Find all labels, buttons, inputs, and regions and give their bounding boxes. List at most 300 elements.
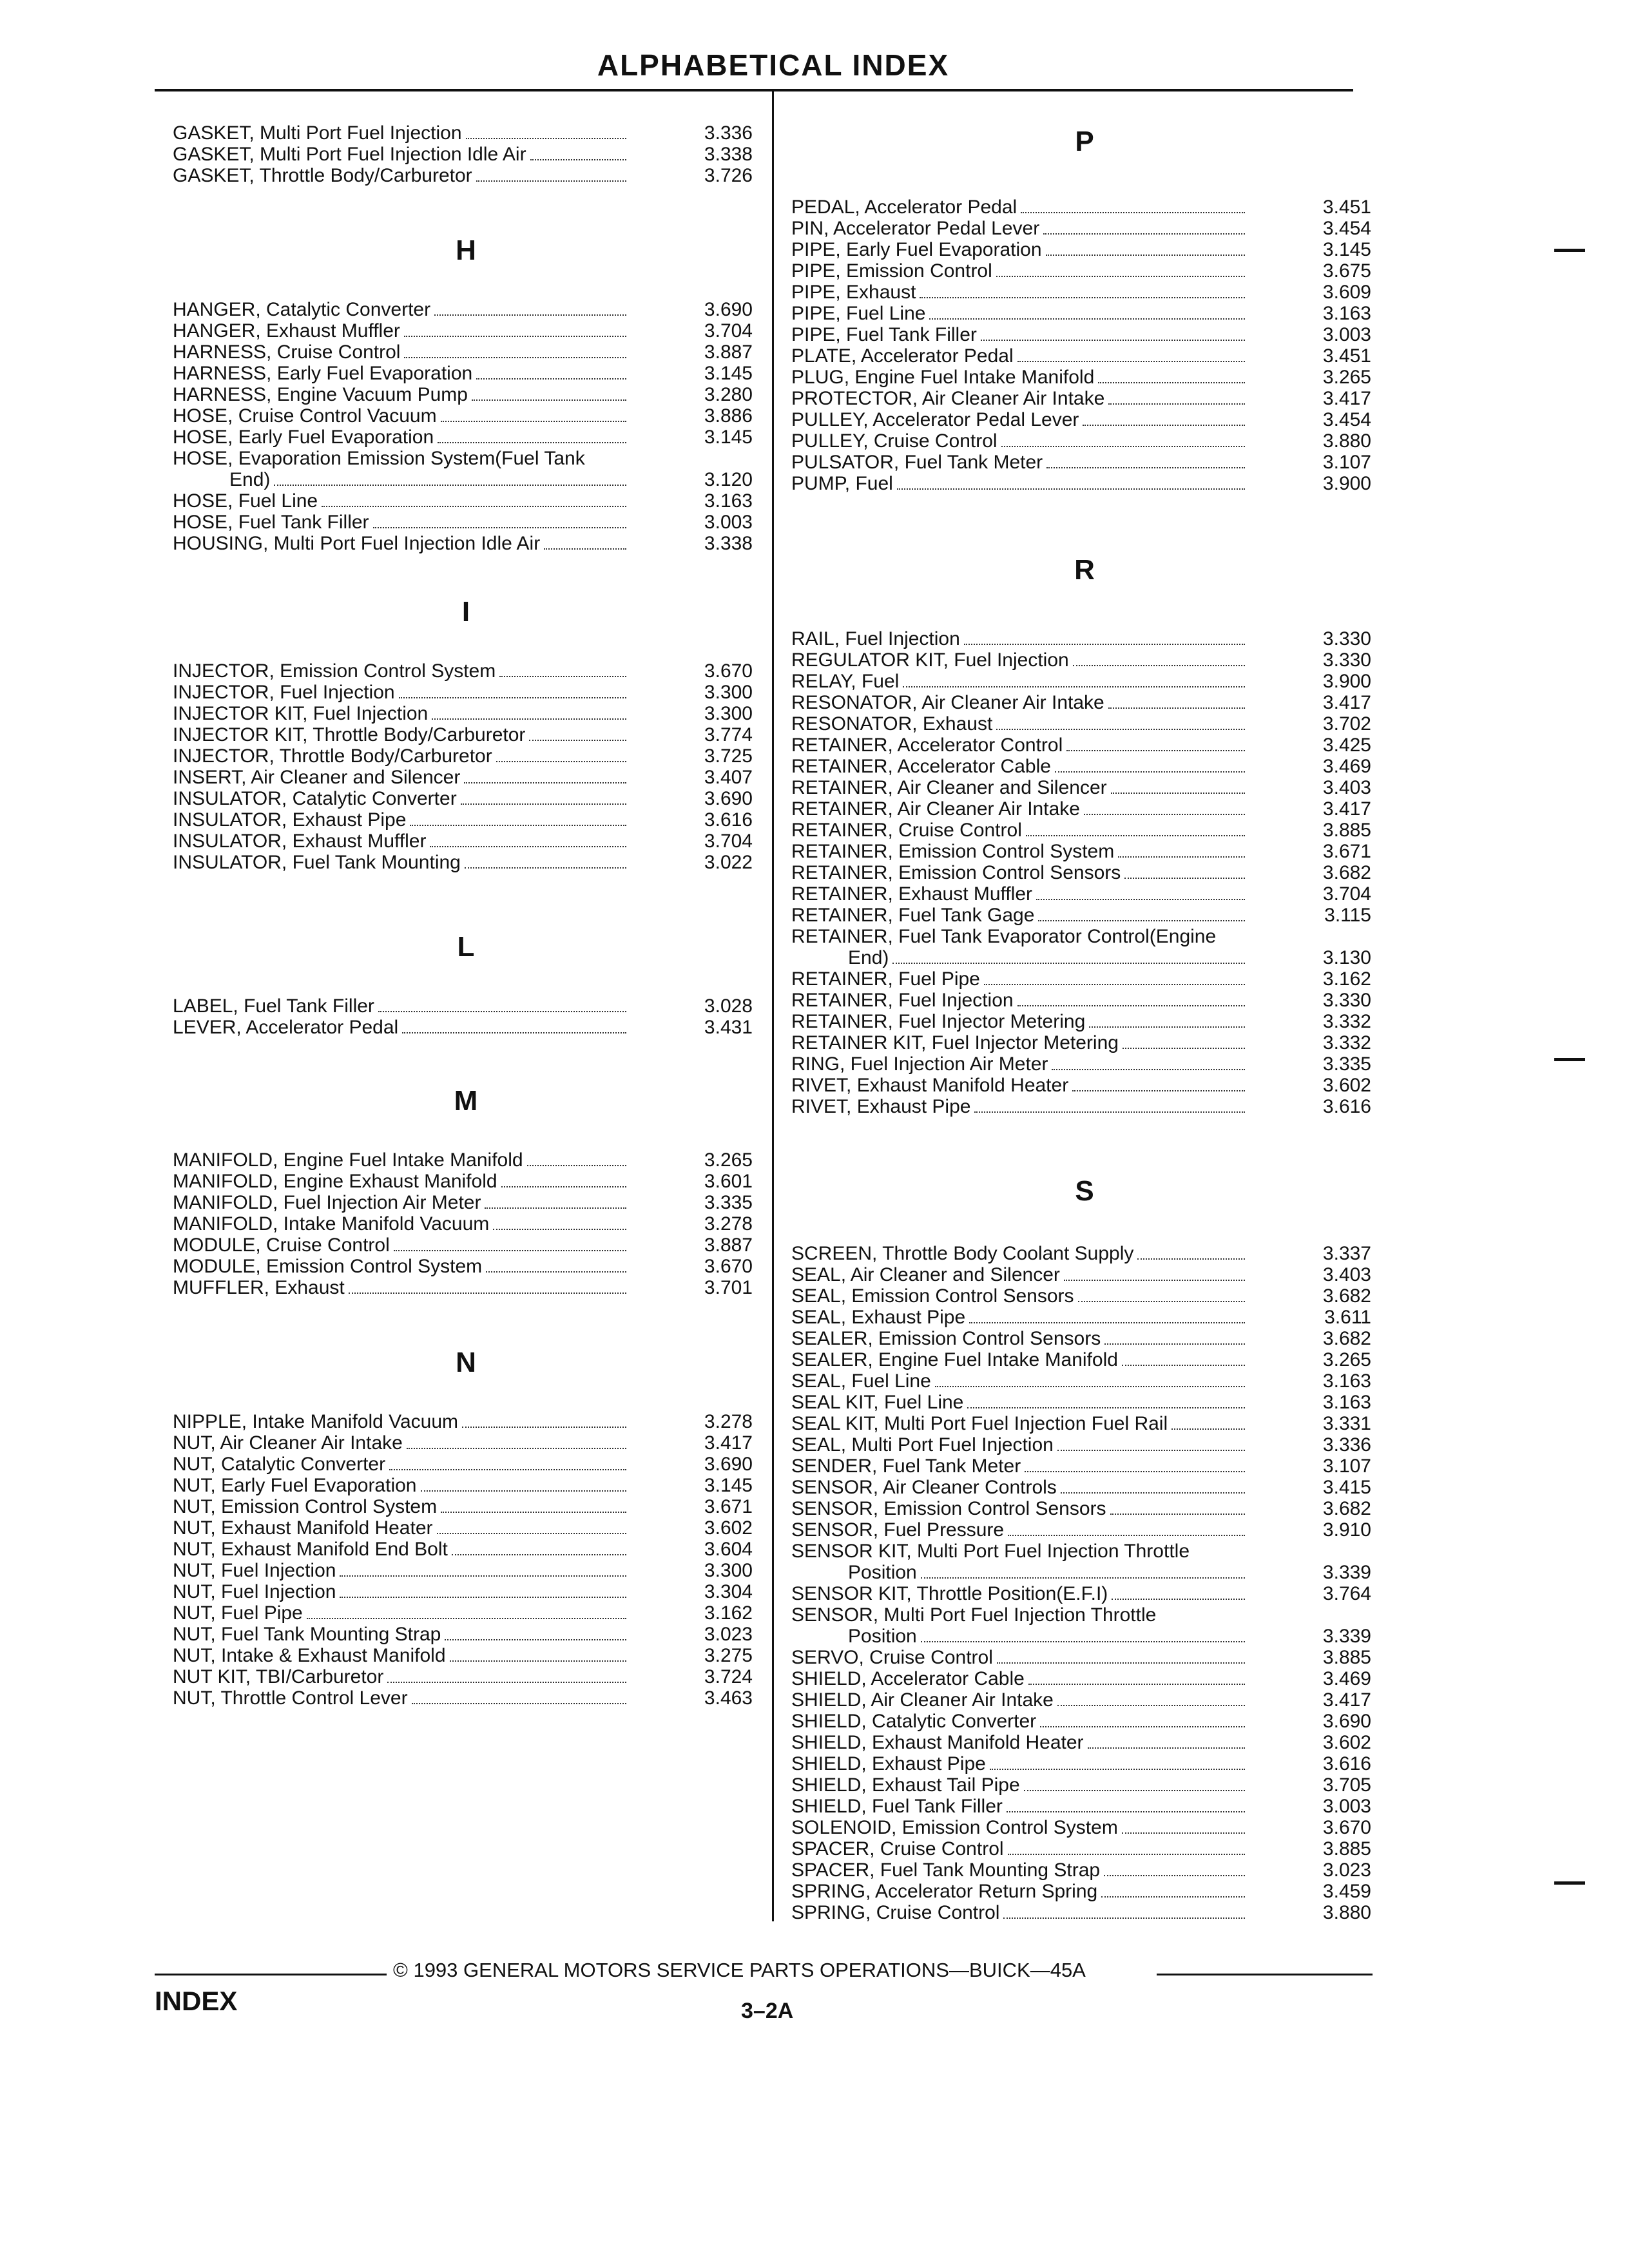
entry-name: SEAL, Exhaust Pipe — [791, 1307, 966, 1328]
entry-description — [791, 452, 1249, 473]
entry-description — [173, 1256, 630, 1277]
dot-leader — [465, 867, 626, 869]
page-reference: 3.332 — [1322, 1011, 1371, 1032]
entry-name: NUT, Exhaust Manifold End Bolt — [173, 1539, 448, 1560]
page-reference: 3.682 — [1322, 1498, 1371, 1519]
index-entry — [173, 165, 759, 186]
column-divider — [772, 91, 774, 1921]
index-entry — [173, 384, 759, 405]
page-reference: 3.704 — [704, 320, 753, 341]
dot-leader — [437, 1533, 626, 1534]
index-entry — [173, 703, 759, 724]
entry-name: HANGER, Exhaust Muffler — [173, 320, 400, 341]
entry-description — [173, 660, 630, 682]
dot-leader — [421, 1490, 627, 1492]
entry-name: SCREEN, Throttle Body Coolant Supply — [791, 1243, 1134, 1264]
entry-name: INSULATOR, Catalytic Converter — [173, 788, 457, 809]
index-entry — [791, 1328, 1378, 1349]
dot-leader — [1008, 1535, 1245, 1536]
dot-leader — [527, 1165, 626, 1166]
index-entry — [173, 660, 759, 682]
dot-leader — [493, 1229, 626, 1230]
footer-rule — [1157, 1974, 1373, 1975]
entry-description — [791, 218, 1249, 239]
index-section — [173, 928, 759, 1038]
entry-description — [791, 1541, 1249, 1583]
entry-description — [173, 533, 630, 554]
entry-description — [173, 1475, 630, 1496]
entry-name: NUT, Emission Control System — [173, 1496, 438, 1517]
index-entry — [791, 649, 1378, 671]
page-reference: 3.023 — [704, 1624, 753, 1645]
dot-leader — [307, 1618, 626, 1619]
section-letter: R — [1074, 554, 1095, 586]
entry-name-continued: End) — [848, 947, 889, 968]
entry-description — [791, 883, 1249, 905]
index-entry — [791, 282, 1378, 303]
dot-leader — [394, 1250, 626, 1251]
entry-description — [791, 1732, 1249, 1753]
entry-description — [791, 197, 1249, 218]
dot-leader — [404, 357, 626, 358]
entry-name: HOSE, Fuel Line — [173, 490, 318, 512]
entry-name: SHIELD, Fuel Tank Filler — [791, 1796, 1003, 1817]
index-entry — [173, 490, 759, 512]
entry-name: NUT, Fuel Injection — [173, 1560, 336, 1581]
entry-name: INSERT, Air Cleaner and Silencer — [173, 767, 461, 788]
entry-name: NUT, Throttle Control Lever — [173, 1687, 408, 1709]
dot-leader — [407, 1448, 626, 1449]
dot-leader — [1098, 382, 1245, 383]
index-entry — [173, 1149, 759, 1171]
dot-leader — [544, 548, 626, 550]
entry-name: RETAINER, Fuel Tank Gage — [791, 905, 1035, 926]
section-letter: H — [456, 235, 476, 266]
entry-name: INJECTOR KIT, Fuel Injection — [173, 703, 429, 724]
dot-leader — [1089, 1026, 1245, 1028]
entry-description — [791, 1032, 1249, 1053]
dot-leader — [1083, 425, 1245, 426]
index-entry — [791, 1711, 1378, 1732]
entry-description — [791, 905, 1249, 926]
page-reference: 3.403 — [1322, 777, 1371, 798]
entry-description — [791, 1860, 1249, 1881]
index-entry — [791, 1519, 1378, 1541]
entry-description — [791, 1881, 1249, 1902]
index-entry — [791, 968, 1378, 990]
page-reference: 3.300 — [704, 1560, 753, 1581]
entry-description — [173, 852, 630, 873]
entry-name: PROTECTOR, Air Cleaner Air Intake — [791, 388, 1105, 409]
entry-name: RETAINER, Exhaust Muffler — [791, 883, 1033, 905]
page-reference: 3.162 — [704, 1602, 753, 1624]
entry-name: HOSE, Cruise Control Vacuum — [173, 405, 437, 427]
top-rule — [155, 89, 1353, 91]
entry-description — [791, 1519, 1249, 1541]
page-reference: 3.609 — [1322, 282, 1371, 303]
entry-description — [791, 1817, 1249, 1838]
entry-description — [791, 367, 1249, 388]
index-section — [173, 122, 759, 186]
index-entry — [791, 1243, 1378, 1264]
entry-name: HARNESS, Early Fuel Evaporation — [173, 363, 473, 384]
index-entry — [173, 533, 759, 554]
page-reference: 3.023 — [1322, 1860, 1371, 1881]
page-reference: 3.003 — [1322, 1796, 1371, 1817]
entry-name: RELAY, Fuel — [791, 671, 900, 692]
entry-description — [173, 745, 630, 767]
entry-name: SENSOR KIT, Throttle Position(E.F.I) — [791, 1583, 1108, 1604]
entry-description — [791, 1392, 1249, 1413]
dot-leader — [1073, 665, 1245, 666]
entry-name: NUT, Early Fuel Evaporation — [173, 1475, 417, 1496]
dot-leader — [984, 984, 1245, 985]
footer-rule — [155, 1974, 387, 1975]
page-reference: 3.431 — [704, 1017, 753, 1038]
dot-leader — [935, 1386, 1245, 1387]
index-entry — [173, 1539, 759, 1560]
page-reference: 3.705 — [1322, 1774, 1371, 1796]
entry-description — [791, 409, 1249, 430]
entry-name: RETAINER, Cruise Control — [791, 820, 1022, 841]
page-reference: 3.331 — [1322, 1413, 1371, 1434]
dot-leader — [1026, 835, 1245, 836]
entry-description — [173, 384, 630, 405]
index-entry — [173, 144, 759, 165]
page-reference: 3.336 — [704, 122, 753, 144]
entry-name: RAIL, Fuel Injection — [791, 628, 960, 649]
entry-description — [173, 299, 630, 320]
index-entry — [173, 1475, 759, 1496]
page-reference: 3.339 — [1322, 1562, 1371, 1583]
index-entry — [791, 756, 1378, 777]
entry-description — [173, 1517, 630, 1539]
page-reference: 3.704 — [704, 831, 753, 852]
index-entry — [173, 363, 759, 384]
index-entry — [791, 1264, 1378, 1285]
page-reference: 3.417 — [704, 1432, 753, 1454]
tab-mark — [1554, 249, 1585, 252]
entry-name: PUMP, Fuel — [791, 473, 893, 494]
section-letter: L — [457, 931, 475, 963]
index-section — [173, 231, 759, 554]
index-entry — [173, 299, 759, 320]
dot-leader — [450, 1660, 626, 1662]
dot-leader — [1123, 1048, 1245, 1049]
dot-leader — [464, 782, 626, 783]
entry-description — [173, 512, 630, 533]
index-entry — [791, 628, 1378, 649]
dot-leader — [967, 1407, 1245, 1408]
page-reference: 3.417 — [1322, 1689, 1371, 1711]
entry-name: HOSE, Early Fuel Evaporation — [173, 427, 434, 448]
entry-name: INSULATOR, Fuel Tank Mounting — [173, 852, 461, 873]
entry-name: SPRING, Accelerator Return Spring — [791, 1881, 1098, 1902]
entry-name: SHIELD, Exhaust Manifold Heater — [791, 1732, 1084, 1753]
index-entry — [173, 1235, 759, 1256]
dot-leader — [485, 1207, 626, 1209]
tab-mark — [1554, 1058, 1585, 1061]
dot-leader — [476, 180, 626, 182]
entry-name: RETAINER, Accelerator Control — [791, 735, 1063, 756]
entry-name: HANGER, Catalytic Converter — [173, 299, 431, 320]
index-entry — [791, 1053, 1378, 1075]
dot-leader — [274, 485, 626, 486]
entry-description — [791, 777, 1249, 798]
index-entry — [791, 1604, 1378, 1647]
entry-name-continued: Position — [848, 1562, 917, 1583]
page-reference: 3.675 — [1322, 260, 1371, 282]
index-entry — [791, 841, 1378, 862]
index-entry — [791, 430, 1378, 452]
index-entry — [173, 809, 759, 831]
page-reference: 3.682 — [1322, 862, 1371, 883]
page-reference: 3.670 — [704, 1256, 753, 1277]
page-reference: 3.338 — [704, 144, 753, 165]
page-reference: 3.910 — [1322, 1519, 1371, 1541]
entry-name: SENSOR, Emission Control Sensors — [791, 1498, 1106, 1519]
page-reference: 3.330 — [1322, 990, 1371, 1011]
entry-name: SENSOR, Air Cleaner Controls — [791, 1477, 1057, 1498]
entry-description — [173, 341, 630, 363]
entry-description — [791, 1413, 1249, 1434]
page-reference: 3.332 — [1322, 1032, 1371, 1053]
dot-leader — [1040, 1726, 1245, 1727]
entry-name: HOSE, Evaporation Emission System(Fuel Tank — [173, 448, 585, 469]
page-reference: 3.145 — [704, 363, 753, 384]
entry-description — [791, 1583, 1249, 1604]
index-entry — [791, 1541, 1378, 1583]
entry-description — [791, 1264, 1249, 1285]
index-entry — [791, 990, 1378, 1011]
index-entry — [791, 1096, 1378, 1117]
entry-description — [791, 324, 1249, 345]
page-reference: 3.602 — [704, 1517, 753, 1539]
page-reference: 3.725 — [704, 745, 753, 767]
index-entry — [173, 788, 759, 809]
dot-leader — [1104, 1343, 1245, 1345]
entry-description — [173, 995, 630, 1017]
entry-description — [791, 1604, 1249, 1647]
dot-leader — [340, 1575, 626, 1577]
entry-description — [173, 122, 630, 144]
dot-leader — [969, 1322, 1245, 1323]
dot-leader — [997, 1662, 1245, 1664]
entry-name: GASKET, Throttle Body/Carburetor — [173, 165, 472, 186]
dot-leader — [1112, 1599, 1245, 1600]
entry-description — [173, 1171, 630, 1192]
entry-name: PLUG, Engine Fuel Intake Manifold — [791, 367, 1095, 388]
page-reference: 3.278 — [704, 1213, 753, 1235]
dot-leader — [1038, 920, 1245, 921]
entry-name: NUT, Fuel Pipe — [173, 1602, 303, 1624]
entry-name: PIPE, Fuel Tank Filler — [791, 324, 977, 345]
dot-leader — [412, 1703, 626, 1704]
entry-description — [791, 1498, 1249, 1519]
entry-description — [173, 1560, 630, 1581]
entry-name: MUFFLER, Exhaust — [173, 1277, 345, 1298]
dot-leader — [1066, 750, 1245, 751]
entry-description — [173, 1602, 630, 1624]
page-reference: 3.278 — [704, 1411, 753, 1432]
dot-leader — [486, 1271, 626, 1273]
index-section — [173, 1082, 759, 1298]
page-reference: 3.120 — [704, 469, 753, 490]
entry-description — [173, 1149, 630, 1171]
entry-description — [173, 1624, 630, 1645]
dot-leader — [921, 1577, 1245, 1579]
dot-leader — [445, 1639, 626, 1640]
entry-description — [173, 1581, 630, 1602]
index-entry — [173, 1432, 759, 1454]
index-entry — [173, 448, 759, 490]
entry-name: MODULE, Cruise Control — [173, 1235, 390, 1256]
entry-name: RETAINER, Accelerator Cable — [791, 756, 1051, 777]
entry-name: SEAL KIT, Fuel Line — [791, 1392, 964, 1413]
entry-description — [173, 788, 630, 809]
page-reference: 3.003 — [704, 512, 753, 533]
page-reference: 3.304 — [704, 1581, 753, 1602]
entry-description — [173, 1192, 630, 1213]
entry-name: RESONATOR, Air Cleaner Air Intake — [791, 692, 1104, 713]
page-reference: 3.690 — [704, 299, 753, 320]
entry-description — [791, 1774, 1249, 1796]
entry-description — [173, 767, 630, 788]
entry-name: PULSATOR, Fuel Tank Meter — [791, 452, 1043, 473]
page-reference: 3.616 — [704, 809, 753, 831]
entry-name: SEAL, Multi Port Fuel Injection — [791, 1434, 1054, 1456]
dot-leader — [1043, 233, 1245, 235]
index-entry — [791, 218, 1378, 239]
right-column — [791, 122, 1378, 1923]
entry-description — [791, 820, 1249, 841]
index-entry — [791, 239, 1378, 260]
entry-description — [791, 1434, 1249, 1456]
section-letter: S — [1075, 1175, 1094, 1207]
index-entry — [791, 1413, 1378, 1434]
index-entry — [173, 1454, 759, 1475]
index-entry — [791, 1285, 1378, 1307]
page-reference: 3.469 — [1322, 756, 1371, 777]
page-reference: 3.726 — [704, 165, 753, 186]
page-reference: 3.415 — [1322, 1477, 1371, 1498]
entry-name: SEAL, Emission Control Sensors — [791, 1285, 1074, 1307]
page-reference: 3.900 — [1322, 671, 1371, 692]
entry-name: HARNESS, Cruise Control — [173, 341, 401, 363]
entry-name: RING, Fuel Injection Air Meter — [791, 1053, 1048, 1075]
entry-name: INJECTOR KIT, Throttle Body/Carburetor — [173, 724, 526, 745]
entry-description — [791, 1349, 1249, 1370]
entry-name: LEVER, Accelerator Pedal — [173, 1017, 399, 1038]
page-reference: 3.671 — [1322, 841, 1371, 862]
entry-continuation — [791, 1562, 1249, 1583]
page-reference: 3.163 — [704, 490, 753, 512]
entry-description — [791, 1753, 1249, 1774]
page-reference: 3.670 — [1322, 1817, 1371, 1838]
page-reference: 3.162 — [1322, 968, 1371, 990]
entry-name: MANIFOLD, Engine Exhaust Manifold — [173, 1171, 497, 1192]
entry-description — [791, 692, 1249, 713]
index-entry — [791, 260, 1378, 282]
entry-name: SENSOR, Multi Port Fuel Injection Throttle — [791, 1604, 1157, 1626]
entry-description — [173, 724, 630, 745]
page-number: 3–2A — [741, 1999, 794, 2023]
page-reference: 3.130 — [1322, 947, 1371, 968]
entry-description — [791, 841, 1249, 862]
dot-leader — [432, 718, 626, 720]
entry-name: NUT KIT, TBI/Carburetor — [173, 1666, 384, 1687]
entry-description — [173, 490, 630, 512]
dot-leader — [1118, 856, 1245, 858]
page-reference: 3.459 — [1322, 1881, 1371, 1902]
entry-description — [173, 427, 630, 448]
entry-name: SEALER, Emission Control Sensors — [791, 1328, 1101, 1349]
dot-leader — [496, 761, 626, 762]
page-reference: 3.887 — [704, 341, 753, 363]
entry-description — [173, 831, 630, 852]
entry-description — [791, 1668, 1249, 1689]
dot-leader — [1072, 1090, 1245, 1091]
dot-leader — [1061, 1492, 1245, 1494]
entry-description — [173, 682, 630, 703]
entry-description — [791, 260, 1249, 282]
index-entry — [173, 1602, 759, 1624]
page-reference: 3.145 — [704, 1475, 753, 1496]
entry-name: NIPPLE, Intake Manifold Vacuum — [173, 1411, 458, 1432]
index-entry — [791, 1032, 1378, 1053]
index-entry — [791, 1860, 1378, 1881]
entry-name: SEAL KIT, Multi Port Fuel Injection Fuel Rail — [791, 1413, 1168, 1434]
page-reference: 3.616 — [1322, 1753, 1371, 1774]
index-entry — [791, 1498, 1378, 1519]
dot-leader — [1137, 1258, 1245, 1260]
entry-description — [791, 1796, 1249, 1817]
entry-name-continued: Position — [848, 1626, 917, 1647]
index-entry — [791, 1477, 1378, 1498]
dot-leader — [378, 1011, 626, 1012]
dot-leader — [921, 1641, 1245, 1642]
page-reference: 3.702 — [1322, 713, 1371, 735]
index-entry — [791, 1370, 1378, 1392]
entry-name: NUT, Air Cleaner Air Intake — [173, 1432, 403, 1454]
entry-description — [791, 1011, 1249, 1032]
page-reference: 3.900 — [1322, 473, 1371, 494]
entry-description — [791, 282, 1249, 303]
page-reference: 3.425 — [1322, 735, 1371, 756]
dot-leader — [472, 399, 626, 401]
entry-description — [791, 473, 1249, 494]
page-reference: 3.163 — [1322, 303, 1371, 324]
page-reference: 3.336 — [1322, 1434, 1371, 1456]
index-entry — [791, 409, 1378, 430]
page-reference: 3.338 — [704, 533, 753, 554]
dot-leader — [340, 1597, 626, 1598]
index-entry — [173, 1560, 759, 1581]
entry-description — [791, 713, 1249, 735]
page-reference: 3.145 — [704, 427, 753, 448]
entry-name: RESONATOR, Exhaust — [791, 713, 993, 735]
page-reference: 3.280 — [704, 384, 753, 405]
dot-leader — [1055, 771, 1245, 773]
page-reference: 3.604 — [704, 1539, 753, 1560]
index-entry — [791, 197, 1378, 218]
page-reference: 3.417 — [1322, 388, 1371, 409]
index-entry — [791, 1434, 1378, 1456]
entry-description — [791, 1711, 1249, 1732]
page-reference: 3.339 — [1322, 1626, 1371, 1647]
index-entry — [791, 777, 1378, 798]
index-entry — [173, 852, 759, 873]
